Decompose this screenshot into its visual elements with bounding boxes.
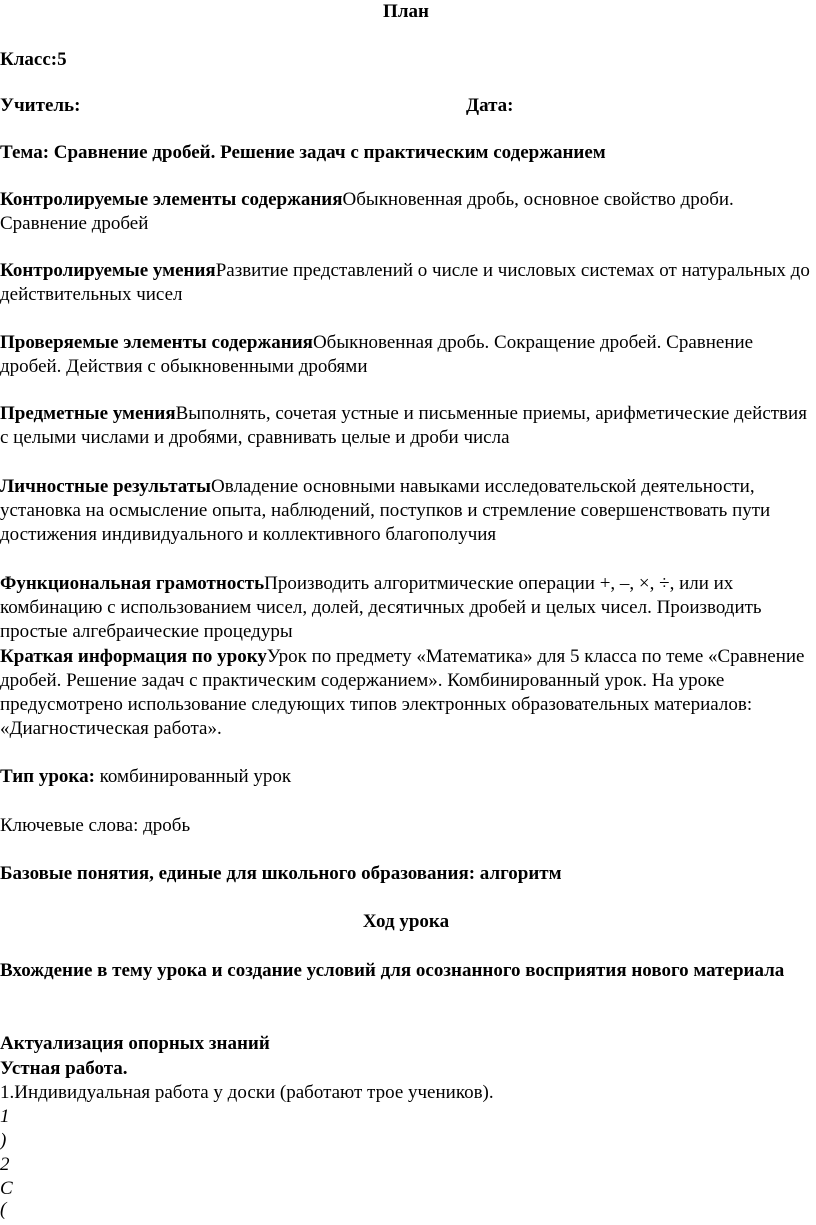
teacher-label: Учитель:: [0, 95, 81, 116]
section-lesson-info: Краткая информация по урокуУрок по предмету «Математика» для 5 класса по теме «Сравнение дробей. Решение задач с практическим содержанием». Комбинированный урок. На уроке предусмотрено использование следующих типов электронных образовательных материалов: «Диагностическая работа».: [0, 646, 805, 739]
task-1-line: 1.Индивидуальная работа у доски (работают трое учеников).: [0, 1082, 494, 1103]
date-label: Дата:: [466, 95, 514, 116]
section-personal-results: Личностные результатыОвладение основными навыками исследовательской деятельности, установка на осмысление опыта, наблюдений, поступков и стремление совершенствовать пути достижения индивидуального и коллективного благополучия: [0, 476, 771, 545]
section-checked-elements: Проверяемые элементы содержанияОбыкновенная дробь. Сокращение дробей. Сравнение дробей. Действия с обыкновенными дробями: [0, 332, 754, 377]
stray-glyph: (: [0, 1199, 7, 1220]
actualization-heading: Актуализация опорных знаний: [0, 1033, 270, 1054]
oral-work-heading: Устная работа.: [0, 1058, 128, 1079]
lesson-flow-heading: Ход урока: [362, 911, 450, 932]
section-controlled-skills: Контролируемые уменияРазвитие представлений о числе и числовых системах от натуральных до действительных чисел: [0, 260, 810, 305]
base-concepts-line: Базовые понятия, единые для школьного образования: алгоритм: [0, 863, 562, 884]
lesson-type-line: Тип урока: комбинированный урок: [0, 766, 292, 787]
stray-glyph: 2: [0, 1154, 10, 1175]
stray-glyph: С: [0, 1178, 13, 1199]
page-title: План: [383, 1, 429, 22]
section-content-elements: Контролируемые элементы содержанияОбыкновенная дробь, основное свойство дроби. Сравнение дробей: [0, 189, 734, 234]
keywords-line: Ключевые слова: дробь: [0, 815, 191, 836]
intro-heading: Вхождение в тему урока и создание условий для осознанного восприятия нового материала: [0, 960, 785, 981]
teacher-date-line: [0, 94, 812, 118]
stray-glyph: 1: [0, 1106, 10, 1127]
section-functional-literacy: Функциональная грамотностьПроизводить алгоритмические операции +, –, ×, ÷, или их комбинацию с использованием чисел, долей, десятичных дробей и целых чисел. Производить простые алгебраические процедуры: [0, 573, 762, 642]
section-subject-skills: Предметные уменияВыполнять, сочетая устные и письменные приемы, арифметические действия с целыми числами и дробями, сравнивать целые и дроби числа: [0, 403, 807, 448]
topic-line: Тема: Сравнение дробей. Решение задач с практическим содержанием: [0, 142, 606, 163]
stray-glyph: ): [0, 1130, 7, 1151]
class-line: Класс:5: [0, 49, 67, 70]
